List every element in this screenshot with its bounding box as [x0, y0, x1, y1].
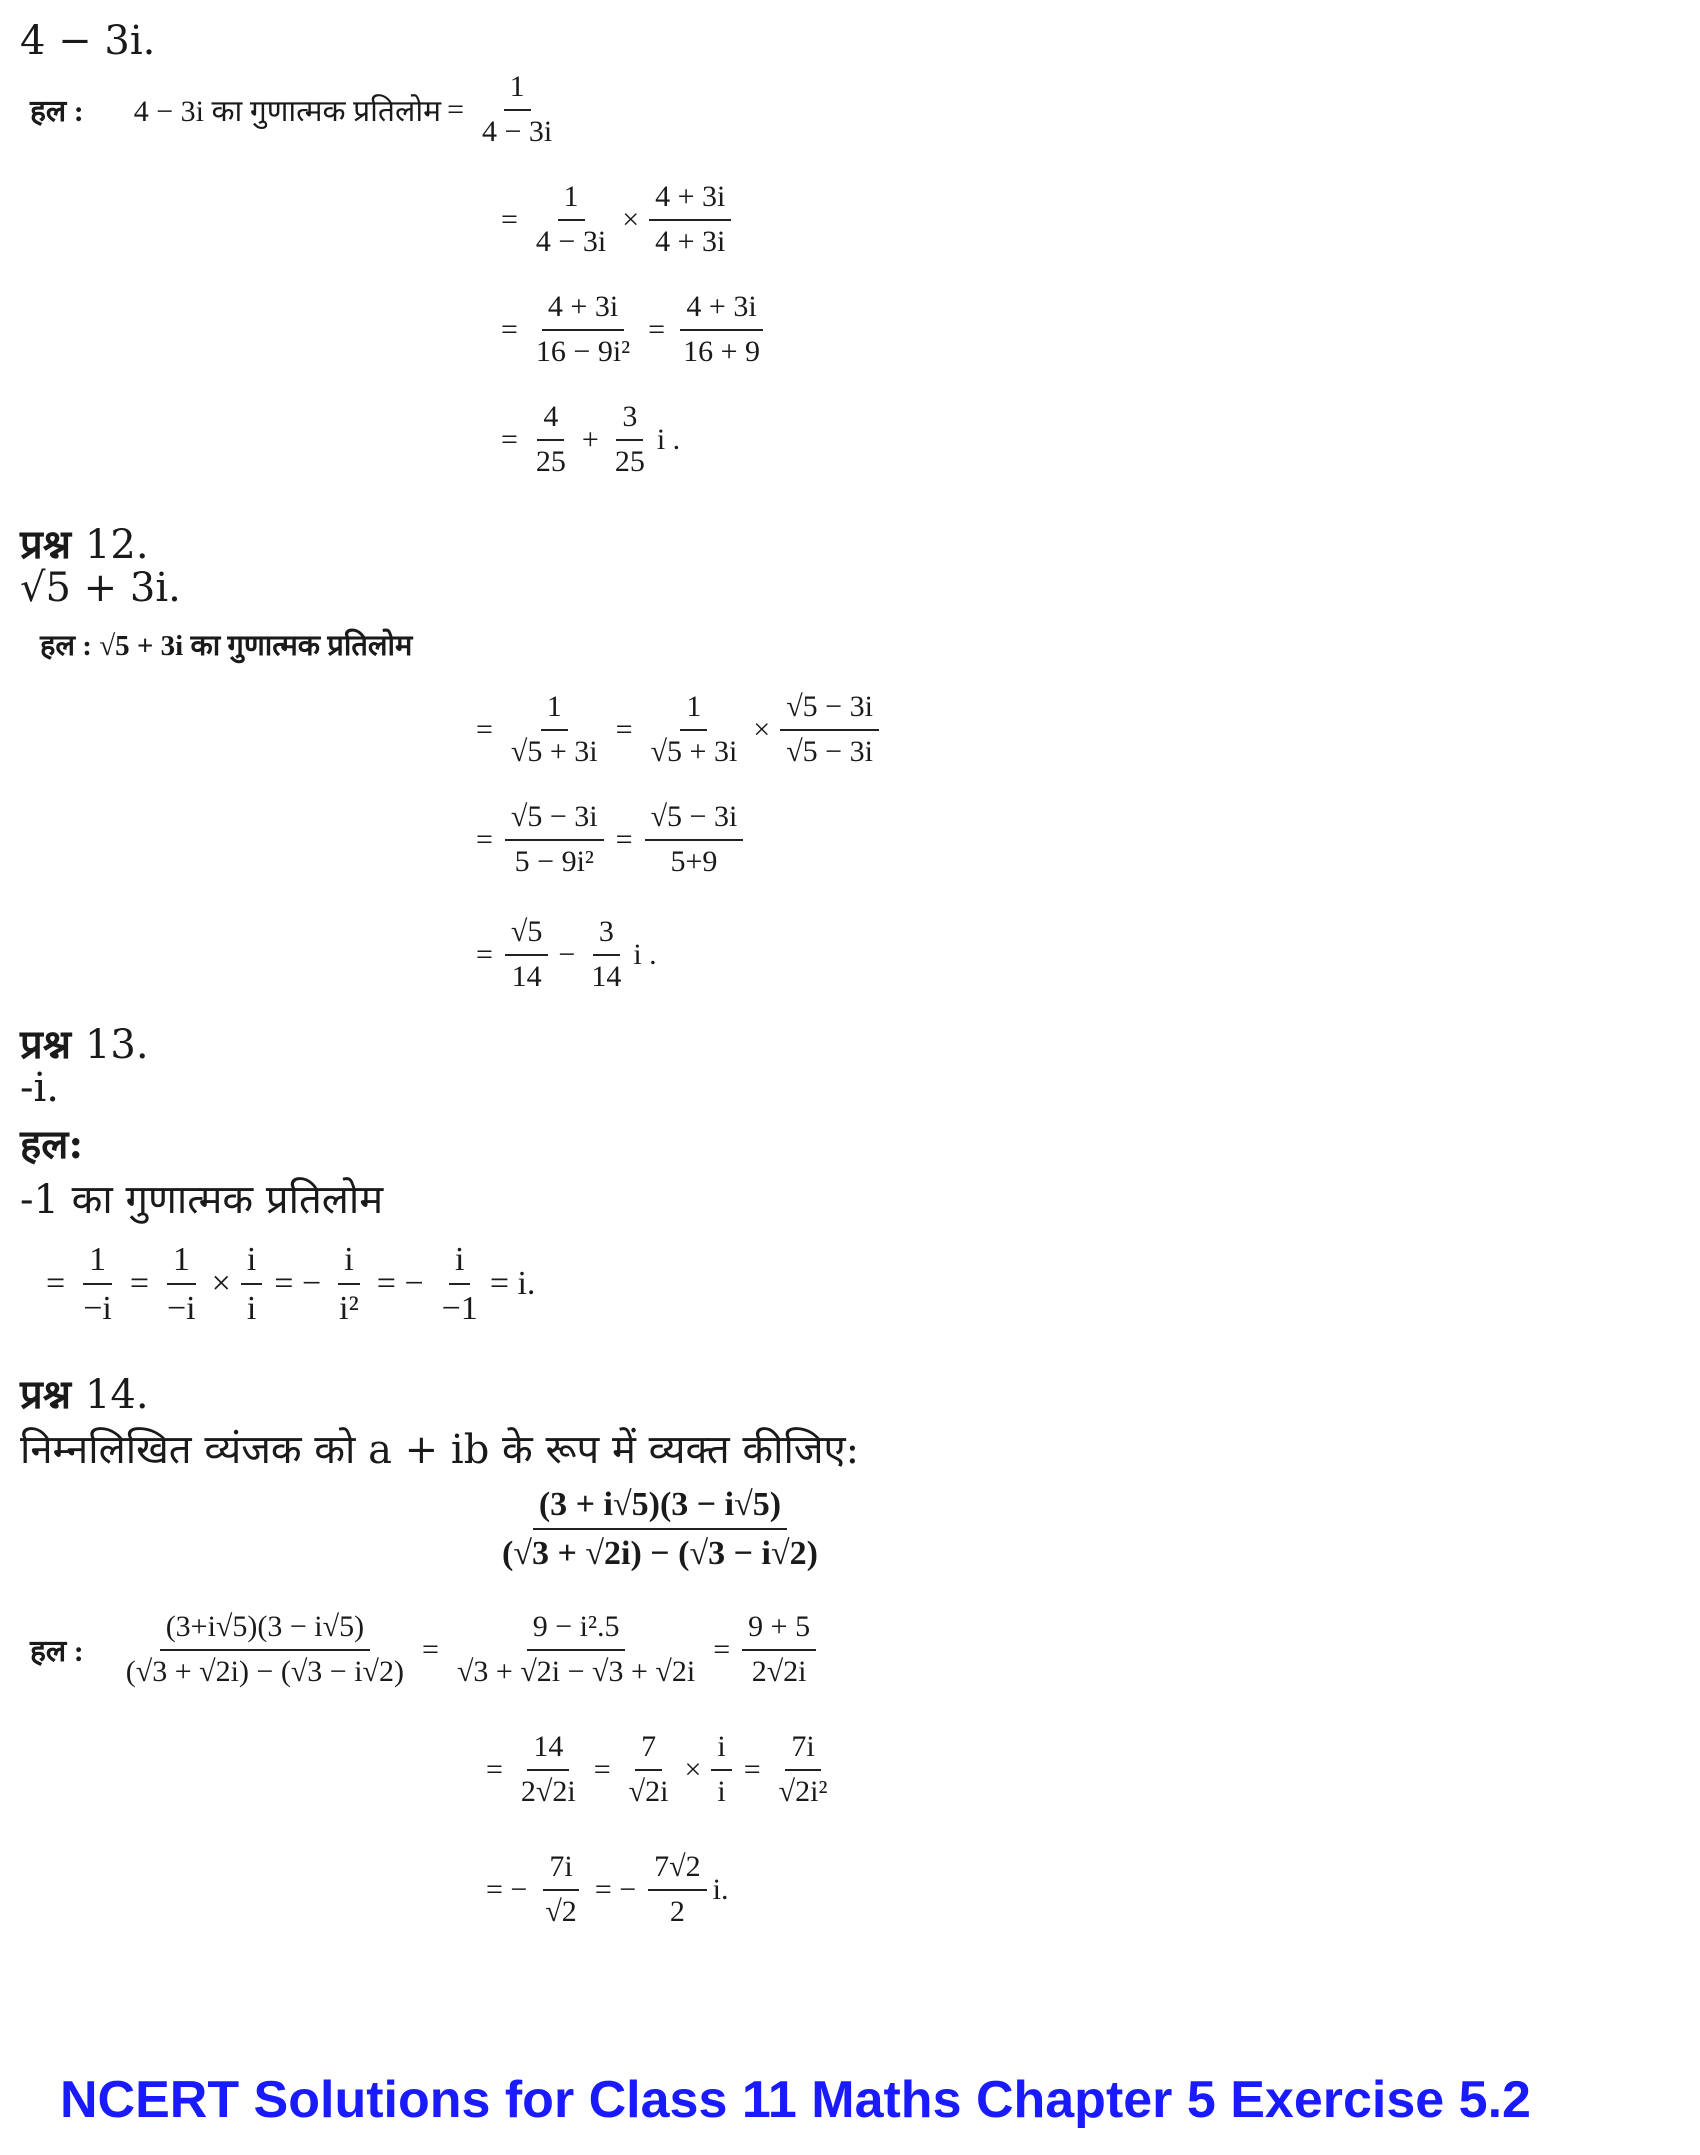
q14-label: प्रश्न 14.: [20, 1371, 149, 1418]
q12-label: प्रश्न 12.: [20, 521, 149, 568]
q11-hal-label: हल :: [30, 95, 84, 128]
q11-fraction: $\frac{1}{4 - 3i}$: [482, 70, 553, 148]
q14-step-1: हल : $\frac{(3+i√5)(3 - i√5)}{(√3 + √2i) - (√3 - i√2)}$ = $\frac{\text{9 − i².5}}{√3 + √2i - √3 + √2i}$ = $\frac{9 + 5}{2√2i}$: [30, 1610, 822, 1689]
q13-label: प्रश्न 13.: [20, 1021, 149, 1068]
q11-step-0: हल : 4 − 3i का गुणात्मक प्रतिलोम = $\frac{1}{4 - 3i}$: [30, 70, 564, 149]
q14-expression: $\frac{(3 + i√5)(3 - i√5)}{(√3 + √2i) - (√3 - i√2)}$: [502, 1486, 818, 1573]
q11-step-3: = $\frac{4}{25}$ + $\frac{3}{25}$ i .: [501, 400, 681, 478]
q12-step-1: = $\frac{1}{√5 + 3i}$ = $\frac{1}{√5 + 3i}$ × $\frac{√5 - 3i}{√5 - 3i}$: [470, 690, 885, 769]
q12-step-3: = $\frac{√5}{14}$ − $\frac{3}{14}$ i .: [476, 915, 657, 993]
q12-step-2: = $\frac{√5 - 3i}{\text{5 − 9i²}}$ = $\frac{√5 - 3i}{5+9}$: [470, 800, 749, 879]
q11-step-1: = $\frac{1}{4 - 3i}$ × $\frac{4 + 3i}{4 + 3i}$: [495, 180, 737, 259]
q11-question: 4 − 3i.: [20, 18, 156, 64]
q12-question: √5 + 3i.: [20, 565, 181, 611]
q13-question: -i.: [20, 1065, 60, 1111]
q12-hal-line: हल : √5 + 3i का गुणात्मक प्रतिलोम: [40, 630, 413, 662]
q14-step-2: = $\frac{14}{2√2i}$ = $\frac{7}{√2i}$ × $\frac{i}{i}$ = $\frac{7i}{\text{√2i²}}$: [486, 1730, 828, 1808]
q14-hal-label: हल :: [30, 1635, 84, 1668]
q14-instruction: निम्नलिखित व्यंजक को a + ib के रूप में व्यक्त कीजिए:: [20, 1427, 860, 1473]
q13-statement: -1 का गुणात्मक प्रतिलोम: [20, 1177, 384, 1223]
q14-step-3: = − $\frac{7i}{√2}$ = − $\frac{7√2}{2}$ i.: [486, 1850, 729, 1928]
q11-step-2: = $\frac{4 + 3i}{\text{16 − 9i²}}$ = $\frac{4 + 3i}{16 + 9}$: [495, 290, 772, 369]
q11-statement: 4 − 3i का गुणात्मक प्रतिलोम: [133, 95, 442, 128]
q13-working: = $\frac{1}{-i}$ = $\frac{1}{-i}$ × $\frac{i}{i}$ = − $\frac{i}{\text{i²}}$ = − $\frac{i}{-1}$ = i.: [46, 1241, 536, 1328]
q13-hal-label: हल:: [20, 1121, 84, 1168]
footer-title: NCERT Solutions for Class 11 Maths Chapter 5 Exercise 5.2: [60, 2071, 1531, 2129]
